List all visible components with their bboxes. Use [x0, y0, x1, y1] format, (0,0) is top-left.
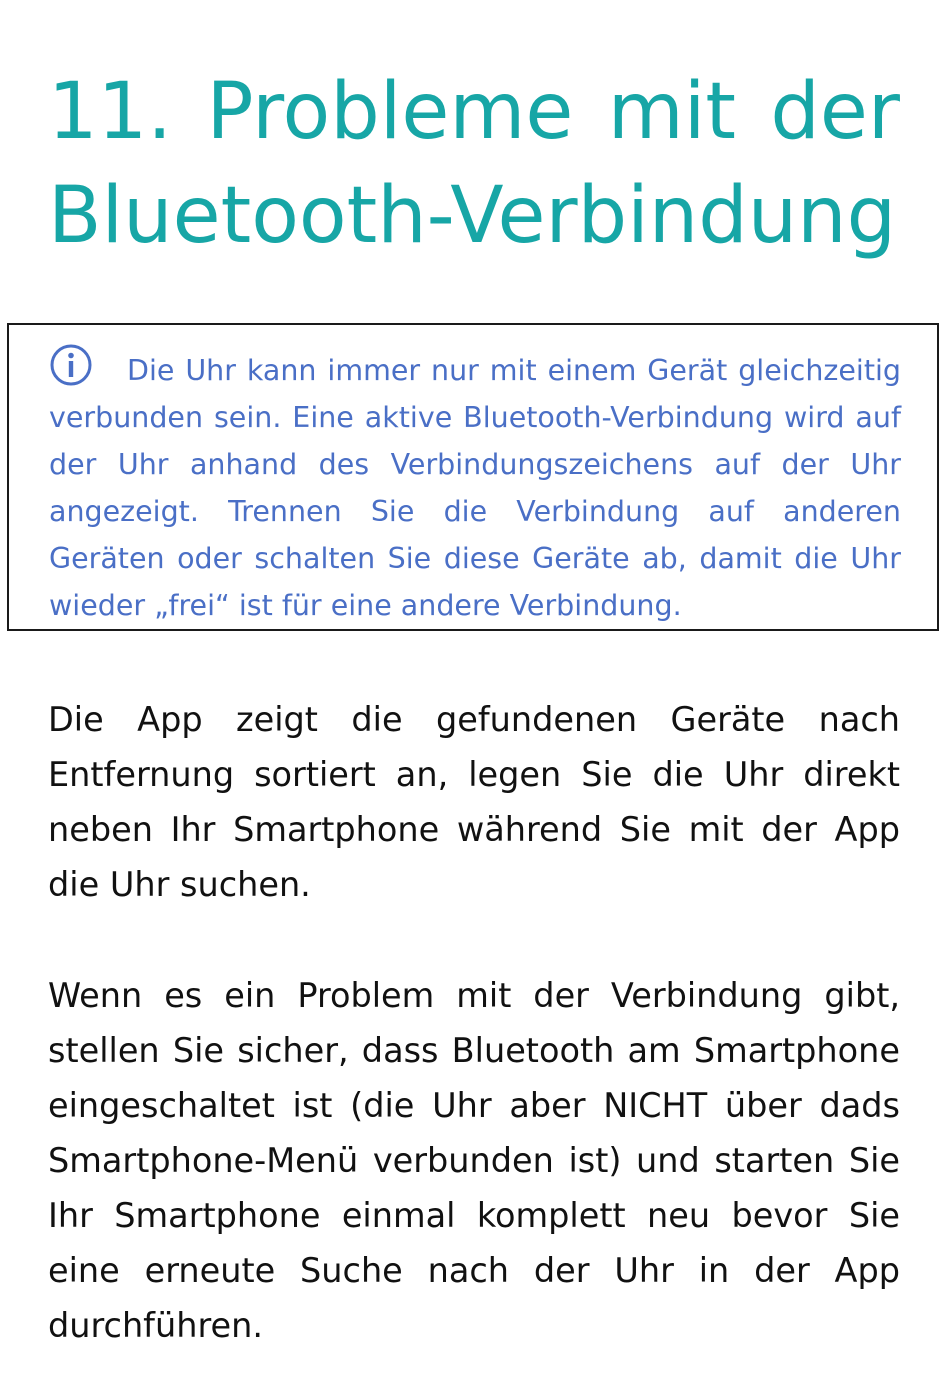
info-icon — [49, 343, 93, 387]
info-note-box — [7, 323, 939, 631]
info-note-text: Die Uhr kann immer nur mit einem Gerät gleichzeitig verbunden sein. Eine aktive Bluetooth-Verbindung wird auf der Uhr anhand des Verbindungszeichens auf der Uhr angezeigt. Trennen Sie die Verbindung auf anderen Geräten oder schalten Sie diese Geräte ab, damit die Uhr wieder „frei“ ist für eine andere Verbindung. — [49, 354, 901, 622]
section-heading: 11. Probleme mit der Bluetooth-Verbindung — [48, 67, 900, 261]
info-note — [49, 343, 901, 629]
body-paragraph-1: Die App zeigt die gefundenen Geräte nach Entfernung sortiert an, legen Sie die Uhr direkt neben Ihr Smartphone während Sie mit der App die Uhr suchen. — [48, 700, 900, 904]
body-paragraph-2: Wenn es ein Problem mit der Verbindung gibt, stellen Sie sicher, dass Bluetooth am Smartphone eingeschaltet ist (die Uhr aber NICHT über dads Smartphone-Menü verbunden ist) und starten Sie Ihr Smartphone einmal komplett neu bevor Sie eine erneute Suche nach der Uhr in der App durchführen. — [48, 976, 900, 1345]
